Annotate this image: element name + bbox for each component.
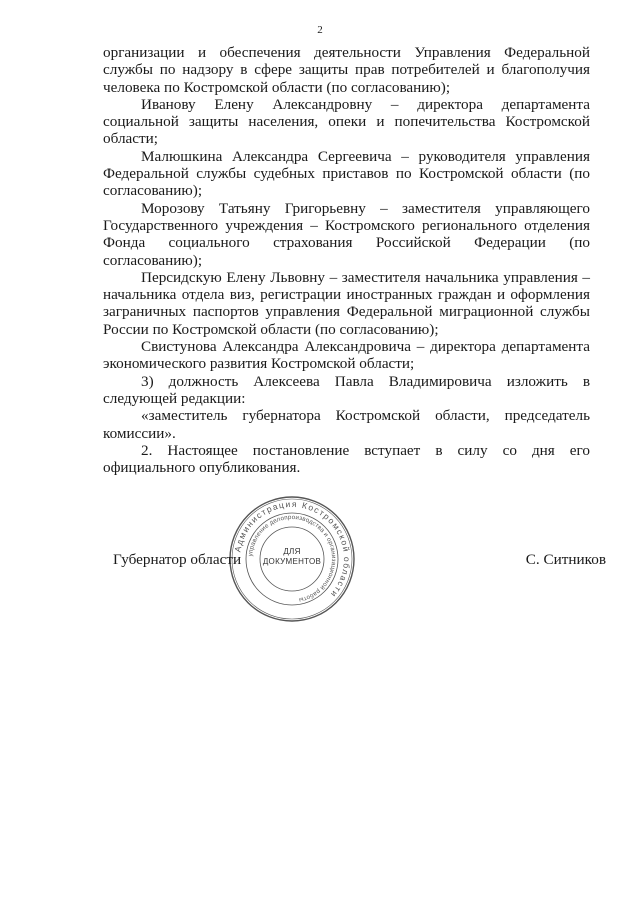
paragraph: 2. Настоящее постановление вступает в силу со дня его официального опубликования.	[103, 441, 590, 477]
signatory-name: С. Ситников	[525, 551, 606, 568]
paragraph: Морозову Татьяну Григорьевну – заместителя управляющего Государственного учреждения – Костромского регионального отделения Фонда социального страхования Российской Федерации (по согласованию);	[103, 199, 590, 269]
signature-block	[113, 551, 606, 573]
paragraph: 3) должность Алексеева Павла Владимировича изложить в следующей редакции:	[103, 372, 590, 407]
stamp-outer-text: Администрация Костромской области	[232, 498, 353, 601]
stamp-center-line1: ДЛЯ	[283, 547, 301, 556]
signatory-title: Губернатор области	[113, 551, 242, 568]
stamp-inner-text: управление делопроизводства и организационной работы	[247, 513, 338, 604]
page-number: 2	[317, 24, 323, 36]
paragraph: Свистунова Александра Александровича – директора департамента экономического развития Костромской области;	[103, 338, 590, 373]
paragraph: организации и обеспечения деятельности Управления Федеральной службы по надзору в сфере защиты прав потребителей и благополучия человека по Костромской области (по согласованию);	[103, 44, 590, 96]
paragraph: Иванову Елену Александровну – директора департамента социальной защиты населения, опеки и попечительства Костромской области;	[103, 95, 590, 148]
paragraph: Персидскую Елену Львовну – заместителя начальника управления – начальника отдела виз, регистрации иностранных граждан и оформления заграничных паспортов управления Федеральной миграционной службы России по Костромской области (по согласованию);	[103, 268, 590, 338]
document-body	[103, 44, 590, 476]
paragraph: «заместитель губернатора Костромской области, председатель комиссии».	[103, 407, 590, 442]
paragraph: Малюшкина Александра Сергеевича – руководителя управления Федеральной службы судебных приставов по Костромской области (по согласованию);	[103, 147, 590, 200]
stamp-center-line2: ДОКУМЕНТОВ	[262, 557, 322, 566]
